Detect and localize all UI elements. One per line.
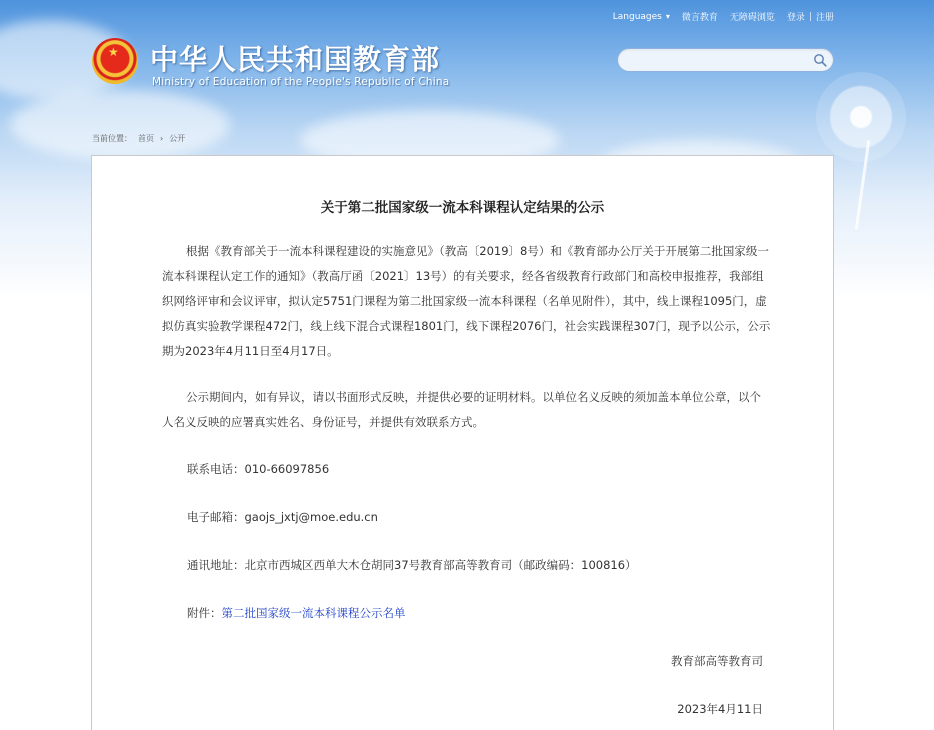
publish-date: 2023年4月11日 [677, 702, 763, 716]
breadcrumb [92, 133, 191, 144]
article-title: 关于第二批国家级一流本科课程认定结果的公示 [320, 200, 605, 216]
search-box [617, 48, 834, 72]
search-icon[interactable] [813, 53, 827, 67]
site-title[interactable]: 中华人民共和国教育部 [150, 43, 441, 76]
breadcrumb-separator: › [160, 134, 164, 143]
breadcrumb-label: 当前位置： [92, 134, 132, 143]
contact-address: 通讯地址：北京市西城区西单大木仓胡同37号教育部高等教育司（邮政编码：100816） [187, 558, 637, 572]
signature: 教育部高等教育司 [671, 654, 763, 668]
nav-link-login[interactable]: 登录 [786, 13, 805, 23]
breadcrumb-current[interactable]: 公开 [169, 134, 186, 143]
national-emblem-logo[interactable]: ★ [92, 38, 138, 84]
nav-link-register[interactable]: 注册 [815, 13, 834, 23]
contact-email: 电子邮箱：gaojs_jxtj@moe.edu.cn [187, 510, 378, 524]
site-subtitle: Ministry of Education of the People's Republic of China [152, 76, 450, 88]
divider: | [808, 11, 812, 22]
article-paragraph-1: 根据《教育部关于一流本科课程建设的实施意见》（教高〔2019〕8号）和《教育部办公厅关于开展第二批国家级一流本科课程认定工作的通知》（教高厅函〔2021〕13号）的有关要求，经各省级教育行政部门和高校申报推荐，我部组织网络评审和会议评审，拟认定5751门课程为第二批国家级一流本科课程（名单见附件），其中，线上课程1095门，虚拟仿真实验教学课程472门，线上线下混合式课程1801门，线下课程2076门，社会实践课程307门，现予以公示，公示期为2023年4月11日至4月17日。 [162, 244, 771, 358]
search-input[interactable] [628, 52, 808, 68]
article-panel [91, 155, 834, 730]
dandelion-decoration [816, 72, 906, 162]
chevron-down-icon[interactable]: ▾ [665, 12, 670, 21]
attachment-label: 附件： [187, 606, 222, 620]
attachment [187, 605, 406, 621]
languages-menu[interactable]: Languages [612, 11, 662, 22]
contact-phone: 联系电话：010-66097856 [187, 462, 330, 476]
nav-link-accessibility[interactable]: 无障碍浏览 [729, 13, 775, 23]
attachment-link[interactable]: 第二批国家级一流本科课程公示名单 [221, 606, 406, 620]
article-paragraph-2: 公示期间内，如有异议，请以书面形式反映，并提供必要的证明材料。以单位名义反映的须加盖本单位公章，以个人名义反映的应署真实姓名、身份证号，并提供有效联系方式。 [162, 390, 761, 429]
nav-link-weiyan[interactable]: 微言教育 [681, 13, 718, 23]
top-nav [613, 10, 834, 23]
breadcrumb-home[interactable]: 首页 [138, 134, 154, 143]
